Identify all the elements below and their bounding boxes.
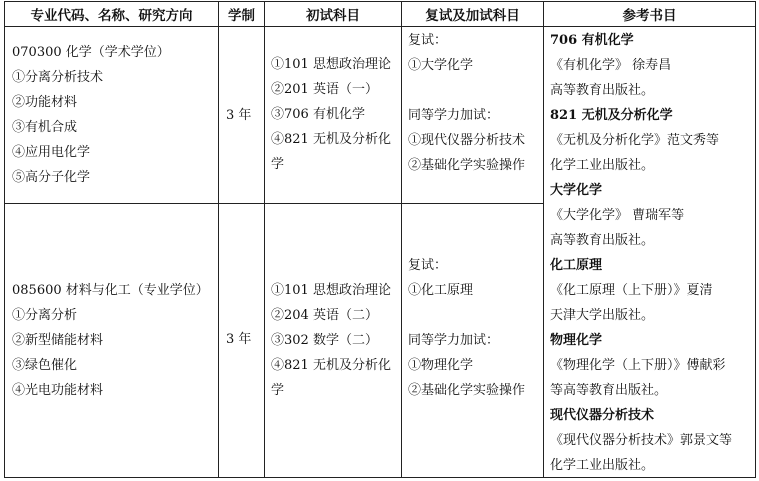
reference-title: 化工原理 (550, 258, 603, 273)
exam-subject: ①101 思想政治理论 (271, 283, 391, 298)
exam-subject: ④821 无机及分析化 (271, 358, 391, 373)
row1-major-cell (4, 26, 219, 204)
exam-subject: ④821 无机及分析化 (271, 132, 391, 147)
reference-line: 高等教育出版社。 (550, 233, 655, 248)
row2-initial-exam-list (271, 278, 391, 403)
retest-subject: ①化工原理 (408, 283, 474, 298)
reference-title: 706 有机化学 (550, 33, 634, 48)
reference-title: 821 无机及分析化学 (550, 108, 673, 123)
row2-retest-list (408, 253, 525, 403)
direction-item: ④应用电化学 (12, 145, 91, 160)
reference-line: 天津大学出版社。 (550, 308, 655, 323)
direction-item: ①分离分析 (12, 308, 78, 323)
reference-line: 《现代仪器分析技术》郭景文等 (550, 433, 733, 448)
reference-line: 《大学化学》 曹瑞军等 (550, 208, 685, 223)
header-major: 专业代码、名称、研究方向 (4, 1, 219, 27)
extra-label: 同等学力加试： (408, 108, 500, 123)
reference-title: 大学化学 (550, 183, 603, 198)
reference-line: 《化工原理（上下册）》夏清 (550, 283, 713, 298)
row2-major-cell (4, 203, 219, 478)
direction-item: ①分离分析技术 (12, 70, 104, 85)
row1-duration: 3 年 (226, 108, 252, 123)
row1-directions (12, 40, 170, 190)
exam-subject: 学 (271, 157, 285, 172)
reference-line: 《物理化学（上下册）》傅献彩 (550, 358, 726, 373)
row2-duration: 3 年 (226, 332, 252, 347)
extra-subject: ①现代仪器分析技术 (408, 133, 526, 148)
header-retest: 复试及加试科目 (401, 1, 544, 27)
row2-directions (12, 278, 209, 403)
row1-retest-cell (401, 26, 544, 204)
reference-title: 现代仪器分析技术 (550, 408, 655, 423)
row2-retest-cell (401, 203, 544, 478)
header-initial-exam: 初试科目 (264, 1, 402, 27)
reference-line: 《有机化学》 徐寿昌 (550, 58, 672, 73)
retest-label: 复试： (408, 33, 448, 48)
row1-code-name: 070300 化学（学术学位） (12, 45, 170, 60)
exam-subject: ③706 有机化学 (271, 107, 365, 122)
reference-title: 物理化学 (550, 333, 603, 348)
row1-retest-list (408, 28, 525, 178)
exam-subject: ②201 英语（一） (271, 82, 378, 97)
extra-subject: ①物理化学 (408, 358, 474, 373)
direction-item: ②功能材料 (12, 95, 78, 110)
row2-initial-exam-cell (264, 203, 402, 478)
row1-initial-exam-cell (264, 26, 402, 204)
exam-subject: 学 (271, 383, 285, 398)
retest-label: 复试： (408, 258, 448, 273)
header-references: 参考书目 (543, 1, 756, 27)
extra-label: 同等学力加试： (408, 333, 500, 348)
direction-item: ③绿色催化 (12, 358, 78, 373)
row1-initial-exam-list (271, 52, 391, 177)
reference-line: 化学工业出版社。 (550, 158, 655, 173)
reference-line: 《无机及分析化学》范文秀等 (550, 133, 720, 148)
references-cell (543, 26, 756, 478)
header-duration: 学制 (218, 1, 265, 27)
exam-subject: ②204 英语（二） (271, 308, 378, 323)
extra-subject: ②基础化学实验操作 (408, 383, 526, 398)
direction-item: ④光电功能材料 (12, 383, 104, 398)
reference-line: 等高等教育出版社。 (550, 383, 668, 398)
row2-code-name: 085600 材料与化工（专业学位） (12, 283, 209, 298)
references-list (550, 28, 732, 478)
exam-subject: ③302 数学（二） (271, 333, 378, 348)
direction-item: ⑤高分子化学 (12, 170, 91, 185)
retest-subject: ①大学化学 (408, 58, 474, 73)
exam-subject: ①101 思想政治理论 (271, 57, 391, 72)
extra-subject: ②基础化学实验操作 (408, 158, 526, 173)
direction-item: ②新型储能材料 (12, 333, 104, 348)
row2-duration-cell (218, 203, 265, 478)
direction-item: ③有机合成 (12, 120, 78, 135)
row1-duration-cell (218, 26, 265, 204)
reference-line: 高等教育出版社。 (550, 83, 655, 98)
reference-line: 化学工业出版社。 (550, 458, 655, 473)
